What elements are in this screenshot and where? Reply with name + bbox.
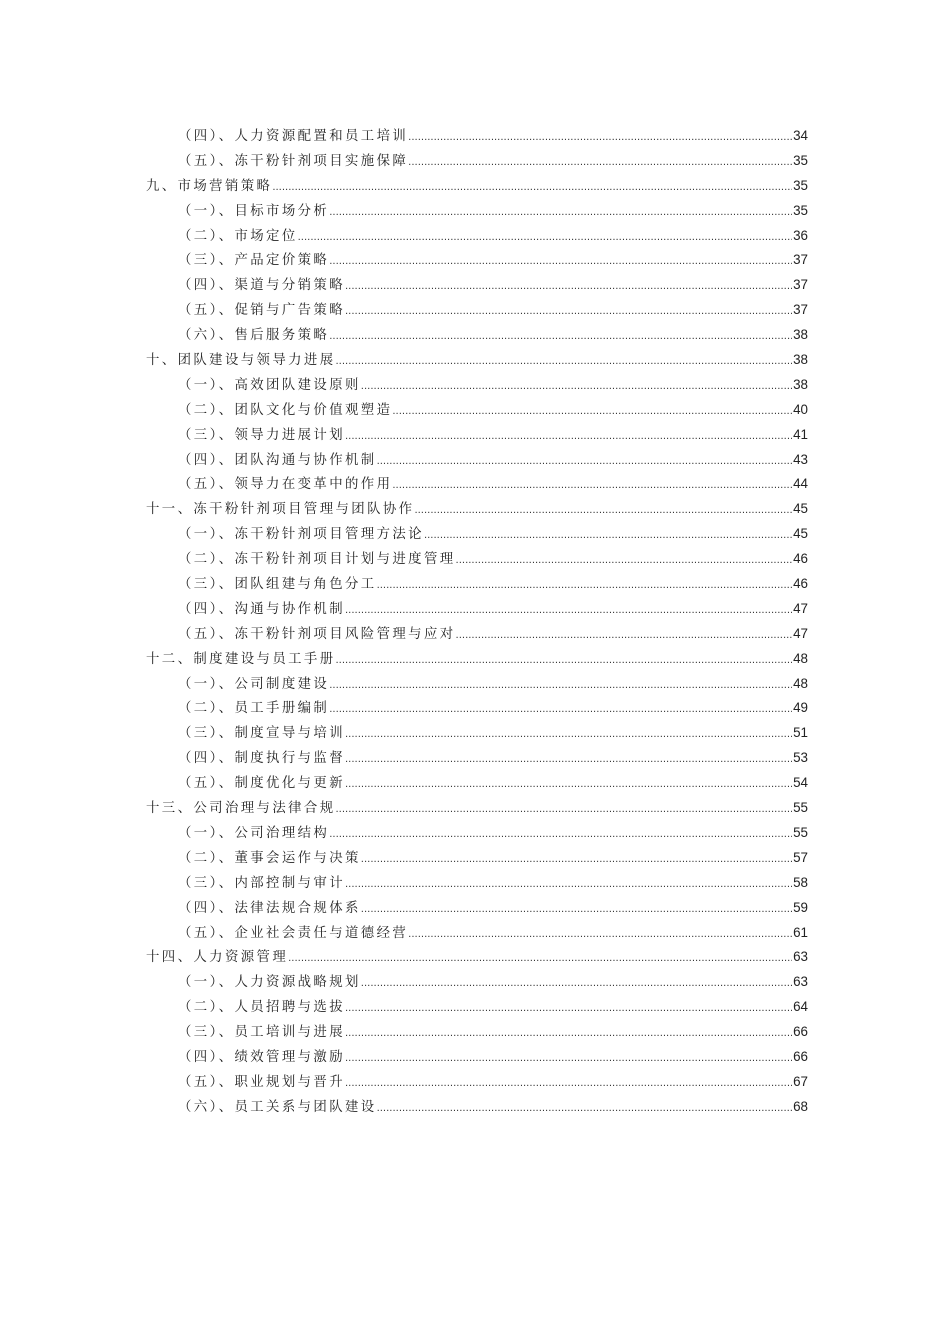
toc-dot-leader <box>336 350 793 375</box>
toc-page-number: 57 <box>793 849 808 865</box>
toc-dot-leader <box>345 997 792 1022</box>
toc-section-entry[interactable] <box>146 199 808 224</box>
toc-entry-title: （一）、公司治理结构 <box>178 825 330 841</box>
toc-entry-title: （三）、员工培训与进展 <box>178 1025 345 1041</box>
toc-section-entry[interactable] <box>146 149 808 174</box>
toc-page-number: 40 <box>793 401 808 417</box>
toc-page-number: 49 <box>793 700 808 716</box>
toc-entry-title: （二）、市场定位 <box>178 228 298 244</box>
toc-chapter-entry[interactable] <box>146 174 808 199</box>
toc-entry-title: （一）、目标市场分析 <box>178 203 330 219</box>
toc-entry-title: 九、市场营销策略 <box>146 178 273 194</box>
toc-dot-leader <box>345 275 792 300</box>
toc-entry-title: （三）、内部控制与审计 <box>178 875 345 891</box>
toc-dot-leader <box>377 574 793 599</box>
toc-entry-title: （四）、绩效管理与激励 <box>178 1049 345 1065</box>
toc-entry-title: （五）、领导力在变革中的作用 <box>178 477 393 493</box>
toc-dot-leader <box>329 698 792 723</box>
toc-page-number: 54 <box>793 775 808 791</box>
toc-entry-title: （一）、人力资源战略规划 <box>178 975 361 991</box>
toc-page-number: 37 <box>793 252 808 268</box>
toc-entry-title: （五）、冻干粉针剂项目风险管理与应对 <box>178 626 456 642</box>
toc-page-number: 51 <box>793 725 808 741</box>
toc-dot-leader <box>272 176 792 201</box>
toc-section-entry[interactable] <box>146 970 808 995</box>
toc-section-entry[interactable] <box>146 597 808 622</box>
toc-section-entry[interactable] <box>146 224 808 249</box>
toc-dot-leader <box>329 674 792 699</box>
toc-dot-leader <box>345 873 792 898</box>
toc-dot-leader <box>424 524 792 549</box>
toc-dot-leader <box>336 649 793 674</box>
toc-section-entry[interactable] <box>146 1070 808 1095</box>
toc-dot-leader <box>336 798 793 823</box>
toc-section-entry[interactable] <box>146 995 808 1020</box>
toc-dot-leader <box>329 325 792 350</box>
toc-section-entry[interactable] <box>146 821 808 846</box>
toc-page-number: 35 <box>793 177 808 193</box>
toc-section-entry[interactable] <box>146 672 808 697</box>
toc-page-number: 68 <box>793 1098 808 1114</box>
toc-section-entry[interactable] <box>146 721 808 746</box>
toc-entry-title: （四）、制度执行与监督 <box>178 751 345 767</box>
toc-page-number: 67 <box>793 1073 808 1089</box>
toc-page-number: 59 <box>793 899 808 915</box>
toc-dot-leader <box>361 898 792 923</box>
toc-entry-title: （三）、制度宣导与培训 <box>178 726 345 742</box>
toc-page-number: 48 <box>793 675 808 691</box>
toc-page-number: 63 <box>793 974 808 990</box>
toc-page-number: 45 <box>793 526 808 542</box>
toc-page-number: 63 <box>793 949 808 965</box>
toc-page-number: 37 <box>793 277 808 293</box>
toc-entry-title: （二）、团队文化与价值观塑造 <box>178 402 393 418</box>
toc-section-entry[interactable] <box>146 746 808 771</box>
toc-entry-title: （二）、冻干粉针剂项目计划与进度管理 <box>178 552 456 568</box>
toc-dot-leader <box>329 250 792 275</box>
toc-section-entry[interactable] <box>146 423 808 448</box>
toc-page-number: 35 <box>793 202 808 218</box>
toc-chapter-entry[interactable] <box>146 348 808 373</box>
toc-dot-leader <box>345 1022 792 1047</box>
toc-section-entry[interactable] <box>146 921 808 946</box>
toc-page-number: 58 <box>793 874 808 890</box>
toc-dot-leader <box>345 1072 792 1097</box>
toc-page-number: 44 <box>793 476 808 492</box>
toc-entry-title: （四）、法律法规合规体系 <box>178 900 361 916</box>
toc-dot-leader <box>298 226 792 251</box>
toc-section-entry[interactable] <box>146 1020 808 1045</box>
toc-dot-leader <box>361 848 792 873</box>
toc-section-entry[interactable] <box>146 298 808 323</box>
toc-section-entry[interactable] <box>146 522 808 547</box>
toc-page-number: 45 <box>793 501 808 517</box>
toc-dot-leader <box>408 923 792 948</box>
toc-entry-title: 十四、人力资源管理 <box>146 950 289 966</box>
toc-dot-leader <box>392 400 792 425</box>
toc-section-entry[interactable] <box>146 846 808 871</box>
toc-entry-title: （一）、公司制度建设 <box>178 676 330 692</box>
toc-dot-leader <box>345 599 792 624</box>
toc-page-number: 55 <box>793 824 808 840</box>
toc-entry-title: （四）、沟通与协作机制 <box>178 601 345 617</box>
toc-entry-title: 十三、公司治理与法律合规 <box>146 801 336 817</box>
toc-page-number: 37 <box>793 302 808 318</box>
toc-chapter-entry[interactable] <box>146 647 808 672</box>
toc-section-entry[interactable] <box>146 771 808 796</box>
toc-section-entry[interactable] <box>146 248 808 273</box>
toc-entry-title: （六）、员工关系与团队建设 <box>178 1099 377 1115</box>
toc-entry-title: （二）、人员招聘与选拔 <box>178 1000 345 1016</box>
toc-entry-title: （三）、产品定价策略 <box>178 253 330 269</box>
toc-dot-leader <box>288 947 792 972</box>
toc-page-number: 38 <box>793 327 808 343</box>
toc-section-entry[interactable] <box>146 696 808 721</box>
toc-section-entry[interactable] <box>146 896 808 921</box>
toc-page-number: 48 <box>793 650 808 666</box>
toc-section-entry[interactable] <box>146 472 808 497</box>
toc-entry-title: （一）、高效团队建设原则 <box>178 377 361 393</box>
toc-chapter-entry[interactable] <box>146 497 808 522</box>
toc-section-entry[interactable] <box>146 871 808 896</box>
toc-page-number: 53 <box>793 750 808 766</box>
toc-entry-title: （五）、促销与广告策略 <box>178 303 345 319</box>
toc-entry-title: （二）、董事会运作与决策 <box>178 850 361 866</box>
toc-page-number: 43 <box>793 451 808 467</box>
toc-entry-title: 十、团队建设与领导力进展 <box>146 353 336 369</box>
toc-page-number: 38 <box>793 352 808 368</box>
toc-entry-title: （四）、团队沟通与协作机制 <box>178 452 377 468</box>
toc-section-entry[interactable] <box>146 373 808 398</box>
toc-dot-leader <box>345 425 792 450</box>
toc-section-entry[interactable] <box>146 1045 808 1070</box>
toc-page-number: 41 <box>793 426 808 442</box>
toc-page-number: 46 <box>793 576 808 592</box>
toc-page-number: 34 <box>793 128 808 143</box>
toc-entry-title: （五）、职业规划与晋升 <box>178 1074 345 1090</box>
toc-chapter-entry[interactable] <box>146 945 808 970</box>
toc-section-entry[interactable] <box>146 448 808 473</box>
toc-entry-title: （三）、领导力进展计划 <box>178 427 345 443</box>
toc-dot-leader <box>377 450 793 475</box>
toc-page-number: 38 <box>793 376 808 392</box>
toc-page-number: 46 <box>793 551 808 567</box>
toc-page-number: 36 <box>793 227 808 243</box>
toc-page-number: 61 <box>793 924 808 940</box>
toc-dot-leader <box>345 748 792 773</box>
toc-section-entry[interactable] <box>146 622 808 647</box>
toc-entry-title: （四）、渠道与分销策略 <box>178 278 345 294</box>
toc-section-entry[interactable] <box>146 124 808 149</box>
toc-dot-leader <box>345 1047 792 1072</box>
toc-page-number: 66 <box>793 1024 808 1040</box>
toc-entry-title: （五）、制度优化与更新 <box>178 776 345 792</box>
toc-dot-leader <box>345 300 792 325</box>
toc-entry-title: 十一、冻干粉针剂项目管理与团队协作 <box>146 502 415 518</box>
toc-page-number: 47 <box>793 625 808 641</box>
toc-dot-leader <box>329 201 792 226</box>
toc-page-number: 66 <box>793 1048 808 1064</box>
toc-dot-leader <box>456 549 793 574</box>
toc-entry-title: （二）、员工手册编制 <box>178 701 330 717</box>
toc-section-entry[interactable] <box>146 398 808 423</box>
table-of-contents <box>146 124 808 1120</box>
toc-dot-leader <box>377 1097 793 1122</box>
toc-section-entry[interactable] <box>146 547 808 572</box>
toc-dot-leader <box>456 624 793 649</box>
toc-entry-title: 十二、制度建设与员工手册 <box>146 651 336 667</box>
toc-dot-leader <box>361 375 792 400</box>
toc-entry-title: （三）、团队组建与角色分工 <box>178 577 377 593</box>
toc-page-number: 55 <box>793 800 808 816</box>
toc-section-entry[interactable] <box>146 1095 808 1120</box>
toc-dot-leader <box>345 773 792 798</box>
toc-entry-title: （四）、人力资源配置和员工培训 <box>178 129 409 144</box>
toc-entry-title: （六）、售后服务策略 <box>178 328 330 344</box>
toc-dot-leader <box>345 723 792 748</box>
toc-section-entry[interactable] <box>146 323 808 348</box>
toc-dot-leader <box>361 972 792 997</box>
toc-entry-title: （一）、冻干粉针剂项目管理方法论 <box>178 527 424 543</box>
toc-chapter-entry[interactable] <box>146 796 808 821</box>
toc-dot-leader <box>408 126 792 151</box>
toc-dot-leader <box>408 151 792 176</box>
toc-entry-title: （五）、冻干粉针剂项目实施保障 <box>178 153 409 169</box>
toc-entry-title: （五）、企业社会责任与道德经营 <box>178 925 409 941</box>
toc-dot-leader <box>392 474 792 499</box>
toc-dot-leader <box>329 823 792 848</box>
toc-section-entry[interactable] <box>146 572 808 597</box>
toc-page-number: 35 <box>793 152 808 168</box>
toc-page-number: 47 <box>793 600 808 616</box>
toc-section-entry[interactable] <box>146 273 808 298</box>
toc-page-number: 64 <box>793 999 808 1015</box>
toc-dot-leader <box>414 499 792 524</box>
